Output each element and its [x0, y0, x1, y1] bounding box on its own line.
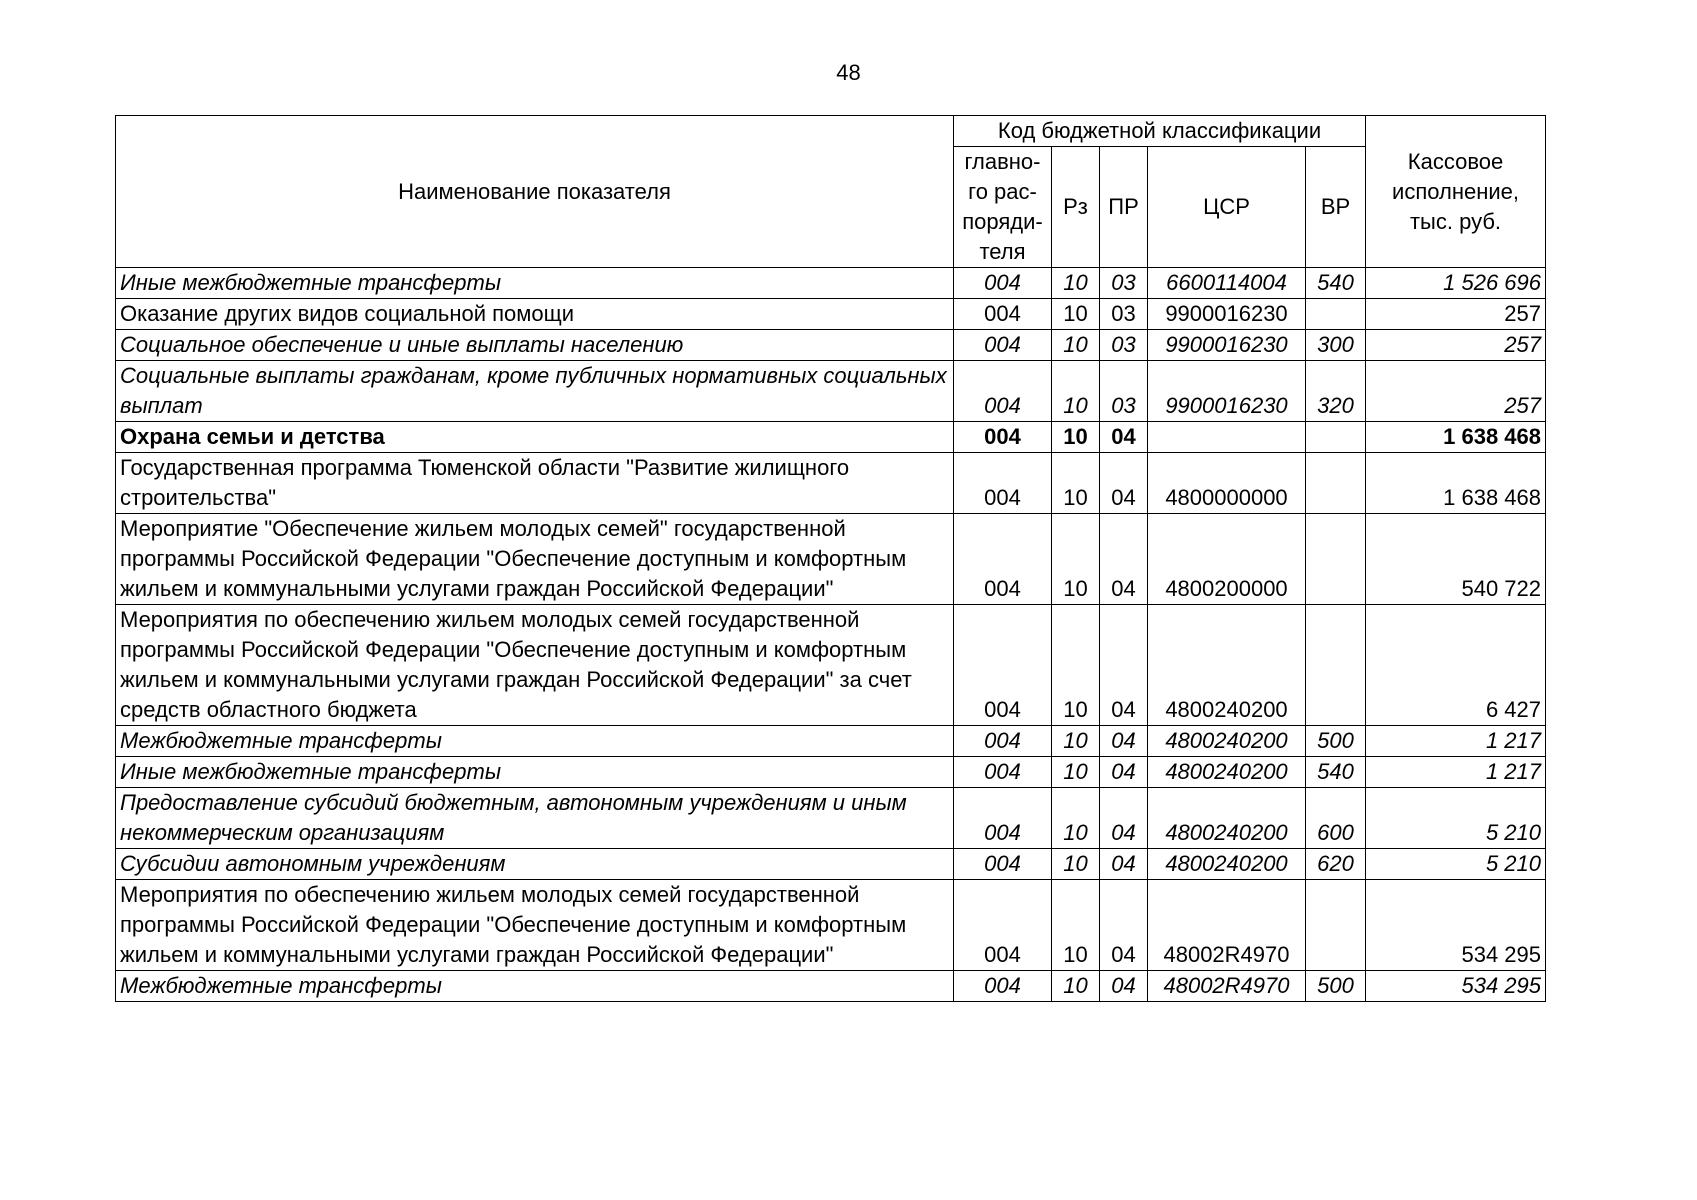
table-row: [116, 605, 1546, 726]
table-row: [116, 422, 1546, 453]
row-glav-cell: 004: [954, 268, 1052, 299]
row-pr-cell: 04: [1100, 605, 1148, 726]
row-glav-cell: 004: [954, 453, 1052, 514]
header-vr: ВР: [1306, 147, 1366, 268]
header-pr: ПР: [1100, 147, 1148, 268]
row-pr-cell: 03: [1100, 299, 1148, 330]
row-rz-cell: 10: [1052, 880, 1100, 971]
row-csr-cell: 48002R4970: [1148, 971, 1306, 1002]
row-name-cell: Иные межбюджетные трансферты: [116, 268, 954, 299]
table-row: [116, 971, 1546, 1002]
table-row: [116, 361, 1546, 422]
header-code-group: Код бюджетной классификации: [954, 116, 1366, 147]
row-pr-cell: 04: [1100, 880, 1148, 971]
row-amount-cell: 257: [1366, 330, 1546, 361]
row-amount-cell: 257: [1366, 299, 1546, 330]
row-glav-cell: 004: [954, 299, 1052, 330]
row-vr-cell: [1306, 453, 1366, 514]
header-amount-line: исполнение,: [1392, 178, 1519, 204]
row-rz-cell: 10: [1052, 299, 1100, 330]
table-row: [116, 453, 1546, 514]
row-pr-cell: 04: [1100, 849, 1148, 880]
row-rz-cell: 10: [1052, 330, 1100, 361]
row-amount-cell: 1 217: [1366, 757, 1546, 788]
row-vr-cell: 540: [1306, 268, 1366, 299]
row-vr-cell: 540: [1306, 757, 1366, 788]
row-vr-cell: [1306, 422, 1366, 453]
table-row: [116, 880, 1546, 971]
row-glav-cell: 004: [954, 788, 1052, 849]
table-row: [116, 268, 1546, 299]
page-number: 48: [836, 60, 861, 85]
row-glav-cell: 004: [954, 330, 1052, 361]
row-name-cell: Предоставление субсидий бюджетным, автономным учреждениям и иным некоммерческим организациям: [116, 788, 954, 849]
row-rz-cell: 10: [1052, 971, 1100, 1002]
row-csr-cell: 48002R4970: [1148, 880, 1306, 971]
row-amount-cell: 5 210: [1366, 849, 1546, 880]
row-amount-cell: 1 638 468: [1366, 453, 1546, 514]
row-glav-cell: 004: [954, 849, 1052, 880]
row-pr-cell: 04: [1100, 726, 1148, 757]
row-vr-cell: [1306, 514, 1366, 605]
row-glav-cell: 004: [954, 726, 1052, 757]
row-csr-cell: 4800240200: [1148, 849, 1306, 880]
row-name-cell: Оказание других видов социальной помощи: [116, 299, 954, 330]
row-pr-cell: 04: [1100, 757, 1148, 788]
row-amount-cell: 1 526 696: [1366, 268, 1546, 299]
header-glav-line: главно-: [964, 149, 1041, 174]
row-rz-cell: 10: [1052, 361, 1100, 422]
row-vr-cell: 600: [1306, 788, 1366, 849]
row-glav-cell: 004: [954, 361, 1052, 422]
row-csr-cell: 4800240200: [1148, 726, 1306, 757]
row-vr-cell: 620: [1306, 849, 1366, 880]
row-name-cell: Межбюджетные трансферты: [116, 971, 954, 1002]
row-vr-cell: 320: [1306, 361, 1366, 422]
table-row: [116, 788, 1546, 849]
row-vr-cell: 500: [1306, 971, 1366, 1002]
row-vr-cell: [1306, 605, 1366, 726]
row-name-cell: Охрана семьи и детства: [116, 422, 954, 453]
row-glav-cell: 004: [954, 605, 1052, 726]
row-vr-cell: 500: [1306, 726, 1366, 757]
row-glav-cell: 004: [954, 514, 1052, 605]
row-rz-cell: 10: [1052, 788, 1100, 849]
row-amount-cell: 1 638 468: [1366, 422, 1546, 453]
table-row: [116, 757, 1546, 788]
row-pr-cell: 04: [1100, 453, 1148, 514]
row-vr-cell: [1306, 880, 1366, 971]
row-rz-cell: 10: [1052, 514, 1100, 605]
row-glav-cell: 004: [954, 971, 1052, 1002]
row-glav-cell: 004: [954, 880, 1052, 971]
row-rz-cell: 10: [1052, 757, 1100, 788]
row-pr-cell: 03: [1100, 330, 1148, 361]
row-name-cell: Иные межбюджетные трансферты: [116, 757, 954, 788]
row-glav-cell: 004: [954, 757, 1052, 788]
row-csr-cell: 4800240200: [1148, 757, 1306, 788]
row-name-cell: Мероприятия по обеспечению жильем молодых семей государственной программы Российской Федерации "Обеспечение доступным и комфортным жильем и коммунальными услугами граждан Российской Федерации": [116, 880, 954, 971]
header-name: Наименование показателя: [116, 116, 954, 268]
row-csr-cell: 4800200000: [1148, 514, 1306, 605]
header-amount: [1366, 116, 1546, 268]
table-row: [116, 330, 1546, 361]
row-csr-cell: [1148, 422, 1306, 453]
row-pr-cell: 03: [1100, 361, 1148, 422]
row-pr-cell: 04: [1100, 971, 1148, 1002]
row-name-cell: Мероприятия по обеспечению жильем молодых семей государственной программы Российской Федерации "Обеспечение доступным и комфортным жильем и коммунальными услугами граждан Российской Федерации" за счет средств областного бюджета: [116, 605, 954, 726]
header-glav-line: теля: [979, 239, 1026, 264]
row-amount-cell: 534 295: [1366, 880, 1546, 971]
table-row: [116, 849, 1546, 880]
row-csr-cell: 4800240200: [1148, 605, 1306, 726]
row-amount-cell: 6 427: [1366, 605, 1546, 726]
table-body: [116, 268, 1546, 1002]
table-row: [116, 726, 1546, 757]
row-name-cell: Социальное обеспечение и иные выплаты населению: [116, 330, 954, 361]
row-name-cell: Государственная программа Тюменской области "Развитие жилищного строительства": [116, 453, 954, 514]
row-pr-cell: 04: [1100, 514, 1148, 605]
row-rz-cell: 10: [1052, 605, 1100, 726]
row-vr-cell: 300: [1306, 330, 1366, 361]
row-vr-cell: [1306, 299, 1366, 330]
row-name-cell: Межбюджетные трансферты: [116, 726, 954, 757]
row-rz-cell: 10: [1052, 422, 1100, 453]
row-rz-cell: 10: [1052, 849, 1100, 880]
row-csr-cell: 4800000000: [1148, 453, 1306, 514]
header-glav: [954, 147, 1052, 268]
table-row: [116, 299, 1546, 330]
row-rz-cell: 10: [1052, 453, 1100, 514]
row-amount-cell: 534 295: [1366, 971, 1546, 1002]
row-amount-cell: 257: [1366, 361, 1546, 422]
row-glav-cell: 004: [954, 422, 1052, 453]
row-rz-cell: 10: [1052, 726, 1100, 757]
row-pr-cell: 04: [1100, 422, 1148, 453]
row-amount-cell: 5 210: [1366, 788, 1546, 849]
header-csr: ЦСР: [1148, 147, 1306, 268]
header-amount-line: Кассовое: [1407, 148, 1504, 174]
row-pr-cell: 04: [1100, 788, 1148, 849]
header-amount-line: тыс. руб.: [1409, 208, 1502, 234]
row-csr-cell: 9900016230: [1148, 299, 1306, 330]
row-name-cell: Субсидии автономным учреждениям: [116, 849, 954, 880]
budget-table: [115, 115, 1546, 1002]
row-amount-cell: 1 217: [1366, 726, 1546, 757]
table-row: [116, 514, 1546, 605]
row-rz-cell: 10: [1052, 268, 1100, 299]
header-rz: Рз: [1052, 147, 1100, 268]
row-csr-cell: 9900016230: [1148, 361, 1306, 422]
row-csr-cell: 4800240200: [1148, 788, 1306, 849]
row-name-cell: Мероприятие "Обеспечение жильем молодых семей" государственной программы Российской Федерации "Обеспечение доступным и комфортным жильем и коммунальными услугами граждан Российской Федерации": [116, 514, 954, 605]
row-name-cell: Социальные выплаты гражданам, кроме публичных нормативных социальных выплат: [116, 361, 954, 422]
header-glav-line: го рас-: [968, 179, 1037, 204]
header-glav-line: поряди-: [962, 209, 1043, 234]
row-csr-cell: 9900016230: [1148, 330, 1306, 361]
row-csr-cell: 6600114004: [1148, 268, 1306, 299]
row-amount-cell: 540 722: [1366, 514, 1546, 605]
row-pr-cell: 03: [1100, 268, 1148, 299]
